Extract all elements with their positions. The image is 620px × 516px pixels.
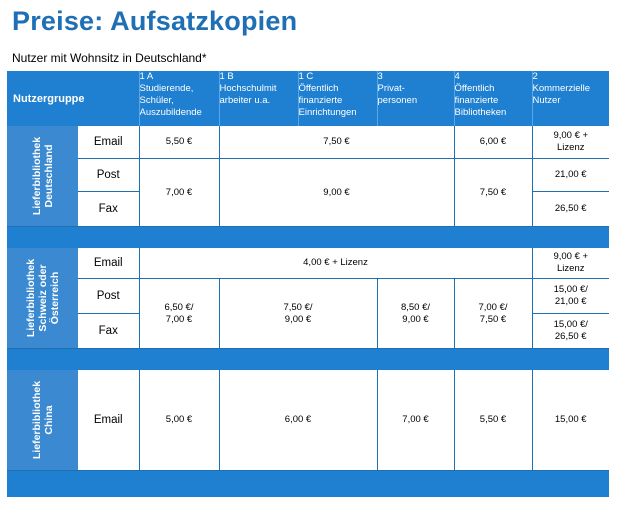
page-title: Preise: Aufsatzkopien: [12, 6, 298, 36]
subtitle-text: Nutzer mit Wohnsitz in Deutschland*: [12, 51, 207, 65]
price-line: 26,50 €: [554, 331, 587, 342]
price-cell: 5,50 €: [454, 370, 532, 471]
header-col-4: [454, 71, 532, 126]
price-cell: [139, 279, 219, 349]
channel-email: Email: [78, 248, 139, 279]
price-cell: 21,00 €: [532, 159, 609, 192]
header-line: Bibliotheken: [454, 107, 507, 118]
price-line: 7,00 €: [165, 313, 193, 325]
price-cell: 5,00 €: [139, 370, 219, 471]
price-cell: [454, 279, 532, 349]
group-label-line: Schweiz oder: [36, 264, 49, 332]
footer-band: [7, 471, 609, 498]
price-cell: [219, 279, 377, 349]
group-label-line: Lieferbibliothek: [30, 136, 43, 216]
price-cell: [532, 126, 609, 159]
header-line: Schüler,: [139, 95, 174, 106]
header-code: 1 B: [219, 71, 234, 82]
group-label-line: Österreich: [48, 271, 61, 325]
header-line: finanzierte: [454, 95, 499, 106]
header-line: Studierende,: [139, 83, 194, 94]
header-col-2: [532, 71, 609, 126]
price-line: 6,50 €/: [164, 301, 194, 313]
channel-fax: Fax: [78, 192, 139, 227]
price-cell: [532, 314, 609, 349]
separator-row: [7, 349, 609, 371]
header-col-1a: [139, 71, 219, 126]
group-label-china: [7, 370, 78, 471]
channel-post: Post: [78, 279, 139, 314]
price-line: 8,50 €/: [400, 301, 431, 313]
header-col-3: [377, 71, 454, 126]
price-cell: 7,00 €: [377, 370, 454, 471]
group-label-schweiz-oesterreich: [7, 248, 78, 349]
price-cell: 7,50 €: [454, 159, 532, 227]
channel-fax: Fax: [78, 314, 139, 349]
group-label-line: Deutschland: [42, 144, 55, 208]
header-code: 1 C: [298, 71, 314, 82]
header-code: 1 A: [139, 71, 154, 82]
header-line: Nutzer: [532, 95, 561, 106]
price-cell: 5,50 €: [139, 126, 219, 159]
price-cell: 7,00 €: [139, 159, 219, 227]
header-code: 3: [377, 71, 383, 82]
header-line: Hochschulmit: [219, 83, 277, 94]
channel-email: Email: [78, 126, 139, 159]
header-line: finanzierte: [298, 95, 343, 106]
price-cell: 6,00 €: [219, 370, 377, 471]
header-line: Öffentlich: [298, 83, 339, 94]
header-line: Kommerzielle: [532, 83, 591, 94]
price-line: 15,00 €/: [553, 284, 588, 295]
table-header-row: [7, 71, 609, 126]
table-row: [7, 279, 609, 314]
price-cell: [532, 279, 609, 314]
price-line: 7,50 €/: [283, 301, 313, 313]
separator-row: [7, 227, 609, 249]
price-cell: [532, 248, 609, 279]
price-line: 15,00 €/: [553, 319, 588, 330]
group-label-line: Lieferbibliothek: [30, 380, 43, 460]
price-cell: 9,00 €: [219, 159, 454, 227]
price-line: Lizenz: [557, 142, 585, 153]
price-cell: 26,50 €: [532, 192, 609, 227]
price-cell: [377, 279, 454, 349]
price-cell: 6,00 €: [454, 126, 532, 159]
header-code: 2: [532, 71, 538, 82]
price-line: 7,00 €/: [478, 301, 508, 313]
header-line: arbeiter u.a.: [219, 95, 271, 106]
price-line: 9,00 €: [402, 313, 429, 325]
table-row: [7, 248, 609, 279]
table-row: [7, 126, 609, 159]
price-cell: 15,00 €: [532, 370, 609, 471]
header-line: Einrichtungen: [298, 107, 357, 118]
header-line: personen: [377, 95, 418, 106]
header-col-1b: [219, 71, 298, 126]
price-line: 9,00 € +: [553, 251, 589, 262]
header-nutzergruppe: Nutzergruppe: [7, 71, 139, 126]
channel-post: Post: [78, 159, 139, 192]
header-line: Öffentlich: [454, 83, 495, 94]
page-subtitle: [12, 51, 207, 65]
header-code: 4: [454, 71, 460, 82]
price-line: 9,00 € +: [553, 130, 589, 141]
price-cell: 7,50 €: [219, 126, 454, 159]
price-line: 7,50 €: [479, 313, 507, 325]
price-line: Lizenz: [557, 263, 585, 274]
table-row: [7, 370, 609, 471]
price-cell: 4,00 € + Lizenz: [139, 248, 532, 279]
table-row: [7, 159, 609, 192]
price-line: 21,00 €: [554, 296, 587, 307]
channel-email: Email: [78, 370, 139, 471]
header-col-1c: [298, 71, 377, 126]
group-label-line: China: [42, 405, 55, 435]
price-table: [7, 71, 609, 497]
header-line: Privat-: [377, 83, 405, 94]
price-line: 9,00 €: [284, 313, 312, 325]
group-label-line: Lieferbibliothek: [24, 258, 37, 338]
group-label-deutschland: [7, 126, 78, 227]
header-line: Auszubildende: [139, 107, 202, 118]
